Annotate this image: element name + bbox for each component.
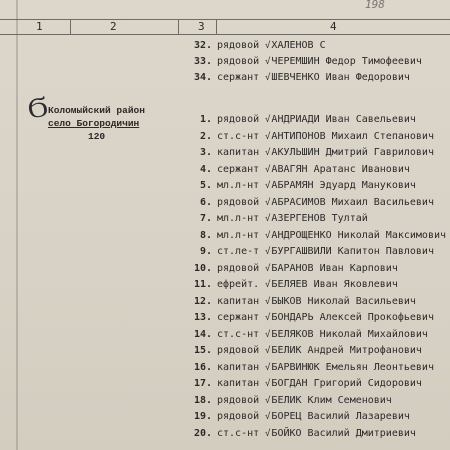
row-rank: рядовой <box>217 196 260 208</box>
row-name: √ АБРАМЯН Эдуард Манукович <box>265 178 416 194</box>
column-separator <box>216 20 217 34</box>
row-rank: ст.ле-т <box>217 246 260 257</box>
row-name: √ ЧЕРЕМШИН Федор Тимофеевич <box>265 54 422 70</box>
row-name: √ БУРГАШВИЛИ Капитон Павлович <box>265 244 434 260</box>
row-number: 32. <box>193 40 212 51</box>
list-row <box>0 129 450 144</box>
row-number: 12. <box>193 295 212 307</box>
row-number: 2. <box>199 130 212 142</box>
row-rank: капитан <box>217 378 260 389</box>
row-rank: рядовой <box>217 262 260 274</box>
row-name: √ АКУЛЬШИН Дмитрий Гаврилович <box>265 145 434 161</box>
list-row <box>0 426 450 441</box>
row-name: √ АНДРОЩЕНКО Николай Максимович <box>265 228 446 244</box>
row-rank: сержант <box>217 312 260 323</box>
row-rank: ст.с-нт <box>217 130 260 142</box>
row-name: √ БЕЛИК Клим Семенович <box>265 393 392 409</box>
list-row <box>0 178 450 193</box>
list-row <box>0 343 450 358</box>
row-number: 5. <box>199 180 212 191</box>
row-rank: мл.л-нт <box>217 229 260 241</box>
row-name: √ АНТИПОНОВ Михаил Степанович <box>265 129 434 145</box>
place-number: 120 <box>88 131 106 142</box>
list-row <box>0 261 450 276</box>
list-row <box>0 112 450 127</box>
column-separator <box>70 20 71 34</box>
row-name: √ ШЕВЧЕНКО Иван Федорович <box>265 70 410 86</box>
list-row <box>0 244 450 259</box>
row-number: 15. <box>193 345 212 356</box>
row-name: √ БОЙКО Василий Дмитриевич <box>265 426 416 442</box>
row-rank: рядовой <box>217 411 260 422</box>
row-number: 4. <box>199 163 212 175</box>
row-name: √ БЕЛЯКОВ Николай Михайлович <box>265 327 428 343</box>
row-rank: сержант <box>217 163 260 175</box>
row-number: 18. <box>193 394 212 406</box>
row-rank: ст.с-нт <box>217 427 260 439</box>
column-header-2: 2 <box>110 20 117 33</box>
row-rank: ефрейт. <box>217 279 260 290</box>
row-number: 20. <box>193 427 212 439</box>
row-name: √ БОГДАН Григорий Сидорович <box>265 376 422 392</box>
row-number: 33. <box>193 56 212 67</box>
row-rank: рядовой <box>217 394 260 406</box>
row-number: 34. <box>193 72 212 83</box>
row-number: 19. <box>193 411 212 422</box>
district-name: Коломыйский район <box>48 105 145 116</box>
row-name: √ АВАГЯН Аратанс Иванович <box>265 162 410 178</box>
list-row <box>0 409 450 424</box>
row-rank: капитан <box>217 295 260 307</box>
row-name: √ БАРАНОВ Иван Карпович <box>265 261 398 277</box>
row-number: 14. <box>193 328 212 340</box>
list-row <box>0 54 450 69</box>
row-number: 9. <box>199 246 212 257</box>
row-number: 11. <box>193 279 212 290</box>
row-rank: капитан <box>217 147 260 158</box>
row-number: 8. <box>199 229 212 241</box>
row-number: 16. <box>193 361 212 373</box>
row-rank: мл.л-нт <box>217 180 260 191</box>
list-row <box>0 211 450 226</box>
row-rank: ст.с-нт <box>217 328 260 340</box>
list-row <box>0 162 450 177</box>
row-rank: сержант <box>217 72 260 83</box>
row-name: √ АБРАСИМОВ Михаил Васильевич <box>265 195 434 211</box>
row-name: √ БОНДАРЬ Алексей Прокофьевич <box>265 310 434 326</box>
row-name: √ АЗЕРГЕНОВ Тултай <box>265 211 368 227</box>
list-row <box>0 360 450 375</box>
column-header-4: 4 <box>330 20 337 33</box>
list-row <box>0 228 450 243</box>
list-row <box>0 310 450 325</box>
row-number: 6. <box>199 196 212 208</box>
row-number: 13. <box>193 312 212 323</box>
row-name: √ БОРЕЦ Василий Лазаревич <box>265 409 410 425</box>
list-row <box>0 393 450 408</box>
list-row <box>0 145 450 160</box>
row-number: 3. <box>199 147 212 158</box>
row-name: √ БЕЛИК Андрей Митрофанович <box>265 343 422 359</box>
row-number: 1. <box>199 114 212 125</box>
row-rank: мл.л-нт <box>217 213 260 224</box>
row-rank: рядовой <box>217 345 260 356</box>
page-stamp: 198 <box>365 0 385 11</box>
row-name: √ БАРВИНЮК Емельян Леонтьевич <box>265 360 434 376</box>
row-name: √ АНДРИАДИ Иван Савельевич <box>265 112 416 128</box>
list-row <box>0 327 450 342</box>
column-header-3: 3 <box>198 20 205 33</box>
list-row <box>0 70 450 85</box>
column-header-1: 1 <box>36 20 43 33</box>
column-separator <box>178 20 179 34</box>
list-row <box>0 195 450 210</box>
handwritten-bracket-mark: Ϭ <box>25 89 50 126</box>
list-row <box>0 277 450 292</box>
list-row <box>0 294 450 309</box>
column-header-row <box>0 19 450 35</box>
row-rank: рядовой <box>217 114 260 125</box>
list-row <box>0 38 450 53</box>
row-number: 10. <box>193 262 212 274</box>
row-rank: рядовой <box>217 40 260 51</box>
row-number: 17. <box>193 378 212 389</box>
village-name: село Богородичин <box>48 118 140 129</box>
row-name: √ ХАЛЕНОВ С <box>265 38 326 54</box>
row-name: √ БЫКОВ Николай Васильевич <box>265 294 416 310</box>
row-rank: рядовой <box>217 56 260 67</box>
row-number: 7. <box>199 213 212 224</box>
row-name: √ БЕЛЯЕВ Иван Яковлевич <box>265 277 398 293</box>
row-rank: капитан <box>217 361 260 373</box>
list-row <box>0 376 450 391</box>
